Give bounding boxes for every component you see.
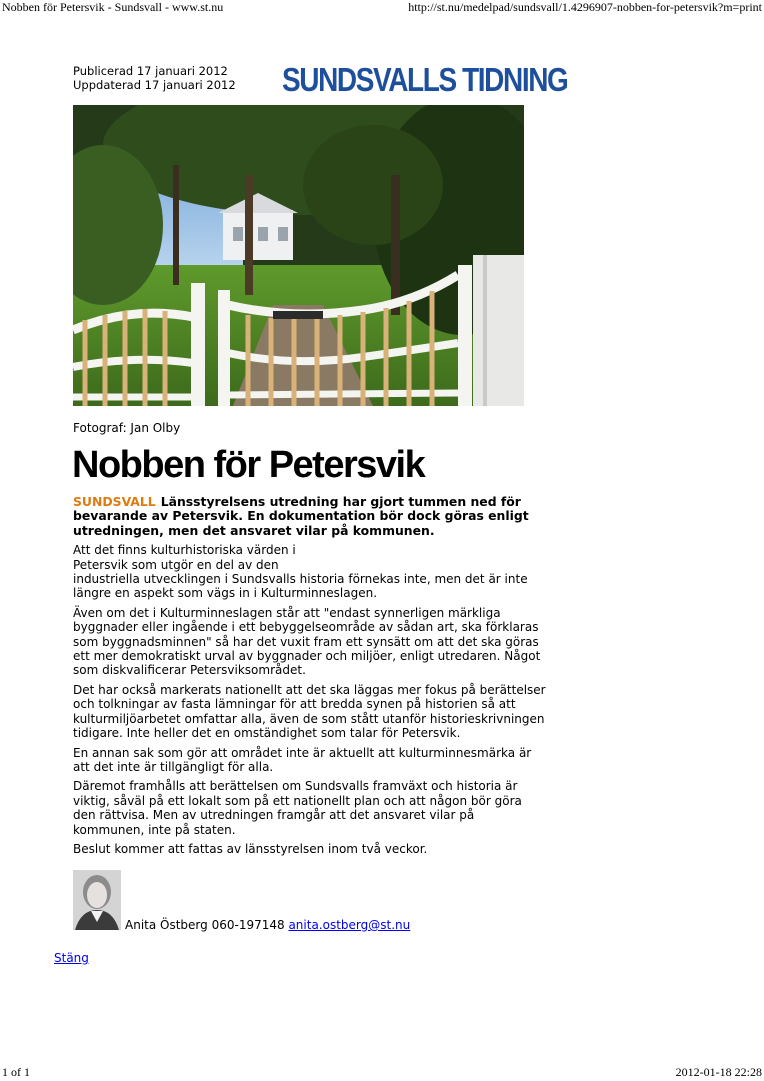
garden-gate-photo [73, 105, 524, 406]
author-name-phone: Anita Östberg 060-197148 [125, 918, 285, 932]
newspaper-logo: SUNDSVALLS TIDNING [282, 60, 568, 98]
paragraph-5: Däremot framhålls att berättelsen om Sundsvalls framväxt och historia är viktig, såväl på ett lokalt som på ett nationellt plan och att någon bör göra den rättvisa. Men av utredningen framgår att det ansvaret vilar på kommunen, inte på staten. [73, 779, 522, 837]
article-photo [73, 105, 524, 406]
paragraph-4: En annan sak som gör att området inte är aktuellt att kulturminnesmärka är att det inte är tillgängligt för alla. [73, 745, 532, 774]
page-count: 1 of 1 [2, 1065, 30, 1079]
article-dates [73, 65, 236, 92]
byline [73, 870, 553, 932]
lead-text: Länsstyrelsens utredning har gjort tummen ned för bevarande av Petersvik. En dokumentation bör dock göras enligt utredningen, men det ansvaret vilar på kommunen. [73, 494, 529, 538]
article-lead [73, 495, 548, 538]
published-date: Publicerad 17 januari 2012 [73, 64, 228, 78]
paragraph-3: Det har också markerats nationellt att det ska läggas mer fokus på berättelser och tolkningar av fasta lämningar för att bredda synen på historien så att kulturmiljöarbetet omfattar alla, även de som stått utanför historieskrivningen tidigare. Inte heller det en omständighet som talar för Petersvik. [73, 682, 546, 741]
paragraph-6: Beslut kommer att fattas av länsstyrelsen inom två veckor. [73, 841, 428, 856]
paragraph-1-line-1: Att det finns kulturhistoriska värden i [73, 543, 296, 558]
updated-date: Uppdaterad 17 januari 2012 [73, 77, 236, 92]
paragraph-1-line-2: Petersvik som utgör en del av den [73, 557, 279, 572]
paragraph-1 [73, 543, 548, 601]
article-body [73, 495, 548, 861]
paragraph-2: Även om det i Kulturminneslagen står att "endast synnerligen märkliga byggnader eller ingående i ett bebyggelseområde av sådan art, ska förklaras som byggnadsminnen" så har det vuxit fram ett synsätt om att det ska göras ett mer demokratiskt urval av byggnader och miljöer, enligt utredaren. Något som diskvalificerar Petersviksområdet. [73, 605, 541, 678]
author-avatar [73, 870, 121, 930]
print-datetime: 2012-01-18 22:28 [675, 1065, 762, 1079]
print-footer [0, 1065, 764, 1081]
print-header-title: Nobben för Petersvik - Sundsvall - www.st.nu [2, 0, 224, 14]
paragraph-1-line-3: industriella utvecklingen i Sundsvalls historia förnekas inte, men det är inte längre en aspekt som vägs in i Kulturminneslagen. [73, 572, 528, 601]
author-email-link[interactable]: anita.ostberg@st.nu [288, 918, 411, 932]
print-header-url: http://st.nu/medelpad/sundsvall/1.4296907-nobben-for-petersvik?m=print [408, 0, 762, 14]
dateline: SUNDSVALL [73, 494, 156, 509]
photo-caption: Fotograf: Jan Olby [73, 421, 181, 435]
print-header [0, 0, 764, 16]
author-portrait [73, 870, 121, 930]
byline-text [125, 918, 410, 932]
close-link[interactable]: Stäng [54, 951, 89, 965]
article-headline: Nobben för Petersvik [72, 444, 425, 486]
